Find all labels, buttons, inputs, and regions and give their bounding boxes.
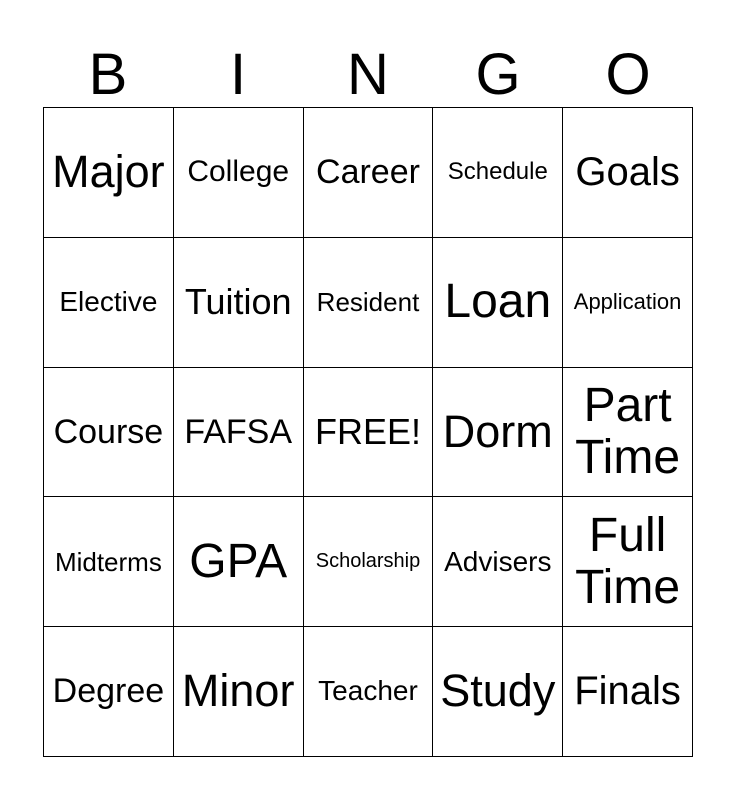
bingo-cell[interactable]: Study xyxy=(433,627,563,757)
header-letter-g: G xyxy=(475,42,521,107)
bingo-cell[interactable]: Full Time xyxy=(563,497,693,627)
bingo-cell[interactable]: GPA xyxy=(173,497,303,627)
bingo-cell[interactable]: Scholarship xyxy=(303,497,433,627)
bingo-cell[interactable]: Career xyxy=(303,108,433,238)
bingo-cell[interactable]: Resident xyxy=(303,237,433,367)
bingo-cell[interactable]: Loan xyxy=(433,237,563,367)
bingo-cell[interactable]: Minor xyxy=(173,627,303,757)
bingo-cell[interactable]: Goals xyxy=(563,108,693,238)
bingo-cell[interactable]: Midterms xyxy=(44,497,174,627)
header-letter-o: O xyxy=(605,42,651,107)
bingo-cell[interactable]: Degree xyxy=(44,627,174,757)
board-row xyxy=(44,237,693,367)
header-letter-i: I xyxy=(229,42,247,107)
bingo-cell[interactable]: Tuition xyxy=(173,237,303,367)
bingo-cell[interactable]: Teacher xyxy=(303,627,433,757)
bingo-cell[interactable]: Schedule xyxy=(433,108,563,238)
bingo-cell[interactable]: Finals xyxy=(563,627,693,757)
bingo-cell[interactable]: Application xyxy=(563,237,693,367)
bingo-cell[interactable]: FAFSA xyxy=(173,367,303,497)
bingo-cell[interactable]: Elective xyxy=(44,237,174,367)
header-letter-n: N xyxy=(347,42,389,107)
bingo-cell[interactable]: Dorm xyxy=(433,367,563,497)
board-row xyxy=(44,497,693,627)
free-space[interactable]: FREE! xyxy=(303,367,433,497)
header-letter-b: B xyxy=(88,42,128,107)
bingo-board xyxy=(43,107,693,757)
bingo-header xyxy=(43,42,693,108)
board-row xyxy=(44,367,693,497)
bingo-cell[interactable]: College xyxy=(173,108,303,238)
board-row xyxy=(44,108,693,238)
bingo-cell[interactable]: Advisers xyxy=(433,497,563,627)
bingo-cell[interactable]: Course xyxy=(44,367,174,497)
board-row xyxy=(44,627,693,757)
bingo-cell[interactable]: Part Time xyxy=(563,367,693,497)
bingo-cell[interactable]: Major xyxy=(44,108,174,238)
